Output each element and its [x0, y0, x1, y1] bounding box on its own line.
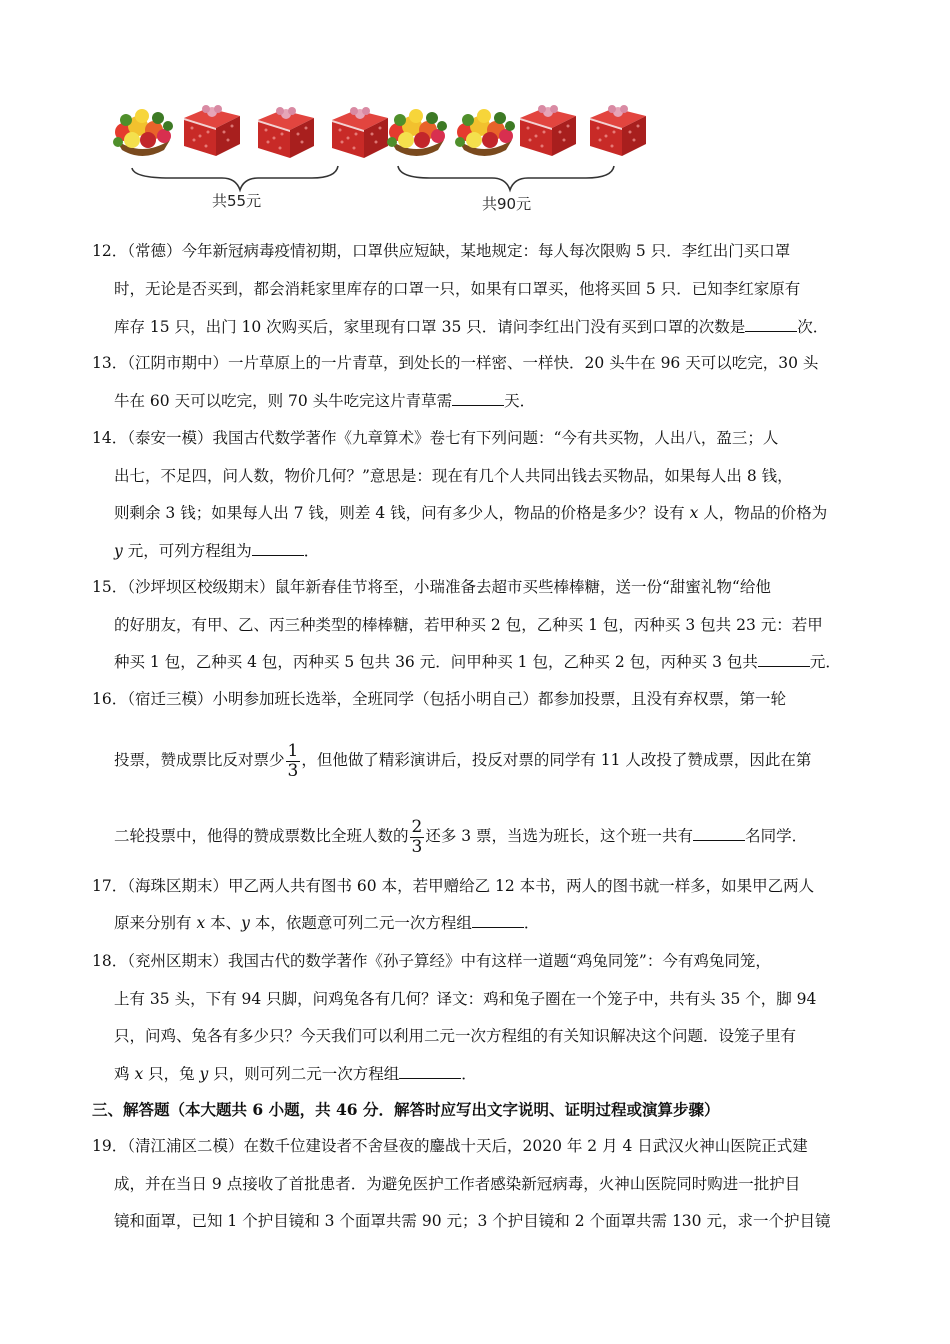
q15-line-1: [92, 577, 771, 597]
gift-box-icon-5: [590, 105, 646, 156]
fraction-two-thirds: [410, 818, 425, 857]
q17-text-2: 原来分别有: [114, 914, 197, 932]
figure-illustration: [100, 92, 660, 222]
q16-number: 16．: [92, 690, 128, 708]
q18-line-2: 上有 35 头，下有 94 只脚，问鸡兔各有几何？译文：鸡和兔子圈在一个笼子中，共有头 35 个，脚 94: [114, 990, 817, 1008]
fraction-one-third: [286, 742, 301, 781]
q12-line-2: 时，无论是否买到，都会消耗家里库存的口罩一只，如果有口罩买，他将买回 5 只．已知李红家原有: [114, 280, 801, 298]
q14-text-4-end: ．: [303, 542, 320, 560]
q16-line-3: [114, 816, 807, 857]
q19-line-3: 镜和面罩，已知 1 个护目镜和 3 个面罩共需 90 元；3 个护目镜和 2 个面罩共需 130 元，求一个护目镜: [114, 1212, 831, 1230]
gift-box-icon-3: [332, 107, 388, 158]
label-55: 共55元: [212, 192, 262, 210]
q17-line-1: [92, 876, 814, 896]
q17-answer-blank[interactable]: [472, 913, 524, 928]
q14-text-1: （泰安一模）我国古代数学著作《九章算术》卷七有下列问题：“今有共买物，人出八，盈三；人: [127, 429, 779, 447]
q17-number: 17．: [92, 877, 128, 895]
q14-text-3: 则剩余 3 钱；如果每人出 7 钱，则差 4 钱，问有多少人，物品的价格是多少？设有: [114, 504, 690, 522]
q18-answer-blank[interactable]: [399, 1064, 461, 1079]
q18-line-4: [114, 1064, 477, 1084]
q12-text-3: 库存 15 只，出门 10 次购买后，家里现有口罩 35 只．请问李红出门没有买到口罩的次数是: [114, 318, 746, 336]
q15-line-3: [114, 652, 841, 672]
flower-basket-icon-2: [387, 109, 447, 156]
q18-text-4-end: ．: [461, 1065, 477, 1083]
var-y: y: [114, 542, 123, 560]
q17-text-1: （海珠区期末）甲乙两人共有图书 60 本，若甲赠给乙 12 本书，两人的图书就一样多，如果甲乙两人: [127, 877, 815, 895]
gift-box-icon-4: [520, 105, 576, 156]
q18-text-1: （兖州区期末）我国古代的数学著作《孙子算经》中有这样一道题“鸡兔同笼”：今有鸡兔同笼，: [127, 952, 771, 970]
q19-text-1: （清江浦区二模）在数千位建设者不舍昼夜的鏖战十天后，2020 年 2 月 4 日武汉火神山医院正式建: [127, 1137, 808, 1155]
q15-text-3-end: 元．: [809, 653, 841, 671]
var-x: x: [689, 504, 699, 522]
q14-number: 14．: [92, 429, 128, 447]
gift-box-icon-2: [258, 107, 314, 158]
var-x: x: [196, 914, 206, 932]
q16-text-3: 二轮投票中，他得的赞成票数比全班人数的: [114, 827, 409, 845]
q18-text-4c: 只，则可列二元一次方程组: [208, 1065, 400, 1083]
label-90: 共90元: [482, 195, 532, 213]
q16-text-3-mid: 还多 3 票，当选为班长，这个班一共有: [425, 827, 694, 845]
q12-line-1: [92, 241, 790, 261]
q17-text-2b: 本、: [205, 914, 242, 932]
q13-text-2-end: 天．: [504, 392, 536, 410]
q16-line-2: [114, 740, 811, 781]
q16-text-2: 投票，赞成票比反对票少: [114, 751, 285, 769]
q15-answer-blank[interactable]: [758, 652, 810, 667]
var-x: x: [134, 1065, 144, 1083]
q13-line-2: [114, 391, 535, 411]
fraction-denominator: 3: [287, 760, 299, 781]
q16-text-2-end: ，但他做了精彩演讲后，投反对票的同学有 11 人改投了赞成票，因此在第: [301, 751, 812, 769]
q14-line-4: [114, 541, 319, 561]
q12-line-3: [114, 317, 828, 337]
q13-answer-blank[interactable]: [452, 391, 504, 406]
left-brace: [132, 166, 338, 190]
q18-line-3: 只，问鸡、兔各有多少只？今天我们可以利用二元一次方程组的有关知识解决这个问题．设笼子里有: [114, 1027, 797, 1045]
q12-text-1: （常德）今年新冠病毒疫情初期，口罩供应短缺，某地规定：每人每次限购 5 只．李红出门买口罩: [127, 242, 791, 260]
q17-line-2: [114, 913, 539, 933]
q18-text-4: 鸡: [114, 1065, 135, 1083]
q15-number: 15．: [92, 578, 128, 596]
q17-text-2c: 本，依题意可列二元一次方程组: [249, 914, 472, 932]
gift-box-icon-1: [184, 105, 240, 156]
q12-answer-blank[interactable]: [745, 317, 797, 332]
flower-basket-icon-1: [113, 109, 173, 156]
q12-number: 12．: [92, 242, 128, 260]
right-brace: [398, 166, 614, 190]
section-3-heading: 三、解答题（本大题共 6 小题，共 46 分．解答时应写出文字说明、证明过程或演算步骤）: [92, 1100, 720, 1119]
q19-line-1: [92, 1136, 808, 1156]
q14-answer-blank[interactable]: [252, 541, 304, 556]
q19-line-2: 成，并在当日 9 点接收了首批患者．为避免医护工作者感染新冠病毒，火神山医院同时购进一批护目: [114, 1175, 801, 1193]
q13-number: 13．: [92, 354, 128, 372]
q18-line-1: [92, 951, 771, 971]
q16-text-3-end: 名同学．: [745, 827, 808, 845]
q16-answer-blank[interactable]: [693, 826, 745, 841]
fraction-numerator: 1: [287, 740, 299, 761]
q15-text-3: 种买 1 包，乙种买 4 包，丙种买 5 包共 36 元．问甲种买 1 包，乙种买 2 包，丙种买 3 包共: [114, 653, 758, 671]
fraction-numerator: 2: [411, 816, 423, 837]
flower-basket-icon-3: [455, 109, 515, 156]
q12-text-3-end: 次．: [797, 318, 829, 336]
fraction-denominator: 3: [411, 836, 423, 857]
q14-line-1: [92, 428, 778, 448]
gift-flower-figure: [100, 92, 660, 222]
q18-number: 18．: [92, 952, 128, 970]
q18-text-4b: 只，兔: [143, 1065, 200, 1083]
var-y: y: [199, 1065, 209, 1083]
q14-text-4: 元，可列方程组为: [122, 542, 252, 560]
q13-line-1: [92, 353, 818, 373]
q15-line-2: 的好朋友，有甲、乙、丙三种类型的棒棒糖，若甲种买 2 包，乙种买 1 包，丙种买 3 包共 23 元：若甲: [114, 616, 823, 634]
q17-text-2-end: ．: [523, 914, 540, 932]
q13-text-1: （江阴市期中）一片草原上的一片青草，到处长的一样密、一样快．20 头牛在 96 天可以吃完，30 头: [127, 354, 819, 372]
q14-line-2: 出七，不足四，问人数，物价几何？”意思是：现在有几个人共同出钱去买物品，如果每人出 8 钱，: [114, 467, 793, 485]
q13-text-2: 牛在 60 天可以吃完，则 70 头牛吃完这片青草需: [114, 392, 453, 410]
q16-line-1: [92, 689, 786, 709]
q19-number: 19．: [92, 1137, 128, 1155]
var-y: y: [241, 914, 250, 932]
q14-text-3-end: 人，物品的价格为: [698, 504, 828, 522]
q16-text-1: （宿迁三模）小明参加班长选举，全班同学（包括小明自己）都参加投票，且没有弃权票，第一轮: [127, 690, 786, 708]
q14-line-3: [114, 503, 827, 523]
q15-text-1: （沙坪坝区校级期末）鼠年新春佳节将至，小瑞准备去超市买些棒棒糖，送一份“甜蜜礼物“给他: [127, 578, 771, 596]
